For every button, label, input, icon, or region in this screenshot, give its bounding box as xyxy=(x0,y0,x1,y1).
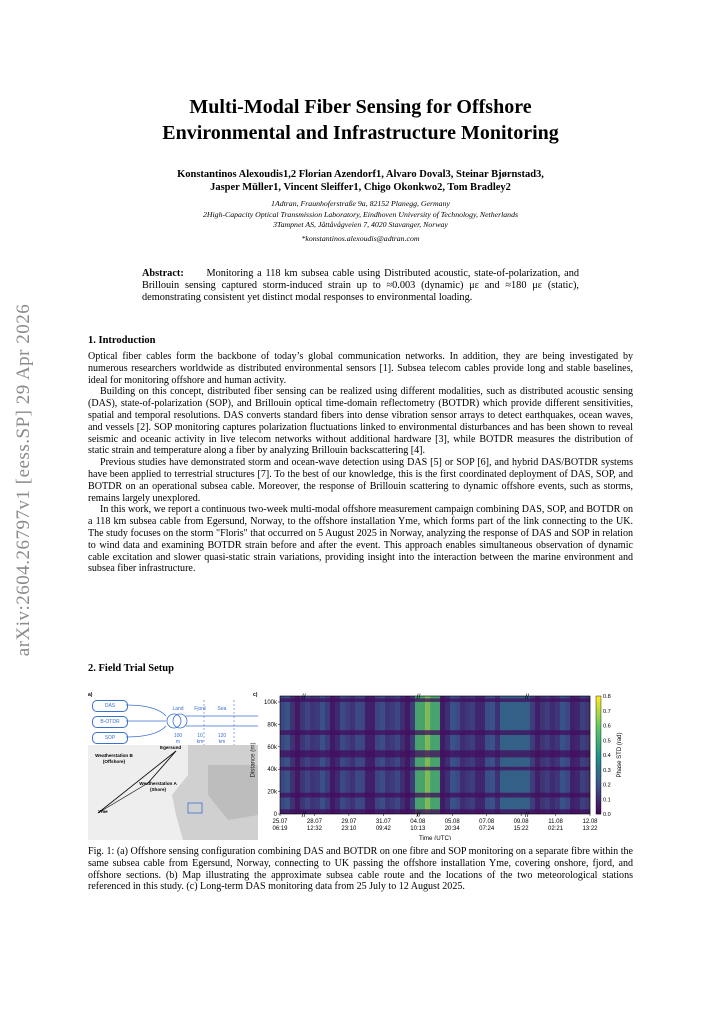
colorbar-segment xyxy=(596,714,601,717)
colorbar-segment xyxy=(596,711,601,714)
y-tick-label: 0 xyxy=(273,812,277,818)
abstract-label: Abstract: xyxy=(142,268,184,279)
colorbar-tick-label: 0.1 xyxy=(603,797,611,804)
colorbar-segment xyxy=(596,808,601,811)
colorbar-segment xyxy=(596,758,601,761)
colorbar-tick-label: 0.0 xyxy=(603,812,611,818)
colorbar-segment xyxy=(596,737,601,740)
heatmap-band xyxy=(280,730,590,735)
intro-paragraph-1: Optical fiber cables form the backbone of today’s global communication networks. In addition, they are being investigated by numerous researchers worldwide as distributed environmental sensors [1]. Subsea telecom cables provide long and stable baselines, ideal for monitoring offshore and human activity. xyxy=(88,351,633,386)
authors-line-2: Jasper Müller1, Vincent Sleiffer1, Chigo Okonkwo2, Tom Bradley2 xyxy=(210,182,511,193)
colorbar-segment xyxy=(596,708,601,711)
colorbar-segment xyxy=(596,782,601,785)
axis-break-mark: // xyxy=(416,694,421,701)
author-list xyxy=(90,168,631,194)
section-heading-introduction: 1. Introduction xyxy=(88,335,156,346)
colorbar-segment xyxy=(596,773,601,776)
colorbar-segment xyxy=(596,749,601,752)
colorbar-segment xyxy=(596,740,601,743)
colorbar-tick-label: 0.2 xyxy=(603,782,611,789)
paper-title xyxy=(90,94,631,146)
land-label: Land xyxy=(172,706,184,712)
affiliation-3: 3Tampnet AS, Jåttåvågveien 7, 4020 Stavanger, Norway xyxy=(273,220,448,230)
x-tick-label: 31.07 09:42 xyxy=(375,819,391,832)
colorbar-segment xyxy=(596,743,601,746)
colorbar-segment xyxy=(596,793,601,796)
colorbar-segment xyxy=(596,717,601,720)
colorbar-tick-label: 0.6 xyxy=(603,723,611,730)
colorbar-segment xyxy=(596,728,601,731)
colorbar-segment xyxy=(596,755,601,758)
yme-label: Yme xyxy=(98,809,108,814)
distance-120km: 120 km xyxy=(217,733,227,745)
egersund-label: Egersund xyxy=(160,745,182,750)
contact-email: *konstantinos.alexoudis@adtran.com xyxy=(301,233,420,243)
distance-100m: 100 m xyxy=(173,733,183,745)
heatmap-band xyxy=(280,750,590,757)
colorbar-segment xyxy=(596,752,601,755)
colorbar-segment xyxy=(596,705,601,708)
fjord-label: Fjord xyxy=(194,706,206,712)
axis-break-mark: // xyxy=(525,812,529,819)
colorbar-tick-label: 0.8 xyxy=(603,694,611,700)
abstract xyxy=(142,268,579,305)
route-map xyxy=(88,745,258,840)
sop-box: SOP xyxy=(92,732,128,744)
colorbar-segment xyxy=(596,761,601,764)
heatmap-band xyxy=(280,793,590,798)
y-tick-label: 40k xyxy=(267,767,277,774)
intro-paragraph-2: Building on this concept, distributed fiber sensing can be realized using different modalities, such as distributed acoustic sensing (DAS), state-of-polarization (SOP), and Brillouin optical time-domain reflectometry (BOTDR) which provide different sensitivities, spatial and temporal resolutions. DAS converts standard fibers into dense vibration sensor arrays to detect earthquakes, ocean waves, and vessels [2]. SOP monitoring captures polarization fluctuations linked to environmental disturbances and has been shown to reveal seismic and oceanic activity in live telecom networks without additional hardware [3], while BOTDR measures the distribution of static strain and temperature along a fiber by analyzing Brillouin backscattering [4]. xyxy=(88,386,633,457)
x-tick-label: 29.07 23:10 xyxy=(341,819,357,832)
affiliation-2: 2High-Capacity Optical Transmission Laboratory, Eindhoven University of Technology, Netherlands xyxy=(202,209,519,219)
axis-break-mark: // xyxy=(525,694,529,701)
x-tick-label: 12.08 13:22 xyxy=(582,819,598,832)
colorbar-segment xyxy=(596,787,601,790)
colorbar-segment xyxy=(596,720,601,723)
colorbar-tick-label: 0.7 xyxy=(603,708,611,715)
axis-break-mark: // xyxy=(301,812,306,819)
affiliations xyxy=(90,199,631,244)
colorbar-segment xyxy=(596,723,601,726)
heatmap-band xyxy=(280,767,590,771)
colorbar-segment xyxy=(596,790,601,793)
colorbar-segment xyxy=(596,699,601,702)
authors-line-1: Konstantinos Alexoudis1,2 Florian Azendorf1, Alvaro Doval3, Steinar Bjørnstad3, xyxy=(177,169,544,180)
x-tick-label: 11.08 02:21 xyxy=(548,819,564,832)
panel-label-c: c) xyxy=(253,692,258,698)
colorbar-segment xyxy=(596,796,601,799)
colorbar-segment xyxy=(596,696,601,699)
arxiv-id: arXiv:2604.26797v1 [eess.SP] 29 Apr 2026 xyxy=(13,303,34,657)
abstract-text: Monitoring a 118 km subsea cable using Distributed acoustic, state-of-polarization, and Brillouin sensing captured storm-induced strain up to ≈0.003 (dynamic) με and ≈180 με (static), demonstrating consistent yet distinct modal responses to environmental loading. xyxy=(142,268,579,304)
colorbar-tick-label: 0.4 xyxy=(603,753,611,759)
colorbar-segment xyxy=(596,770,601,773)
axis-break-mark: // xyxy=(416,812,421,819)
x-tick-label: 04.08 10:13 xyxy=(410,819,426,832)
colorbar-segment xyxy=(596,785,601,788)
x-tick-label: 25.07 06:19 xyxy=(272,819,288,832)
colorbar-segment xyxy=(596,776,601,779)
x-tick-label: 09.08 15:22 xyxy=(513,819,529,832)
weatherstation-a-label: Weatherstation A (Shore) xyxy=(139,781,177,792)
section-heading-field-trial: 2. Field Trial Setup xyxy=(88,663,174,674)
intro-paragraph-4: In this work, we report a continuous two-week multi-modal offshore measurement campaign combining DAS, SOP, and BOTDR on a 118 km subsea cable from Egersund, Norway, to the offshore installation Yme, which forms part of the link connecting to the UK. The study focuses on the storm "Floris" that occurred on 5 August 2025 in Norway, analyzing the response of DAS and SOP in relation to wind data and examining BOTDR strain before and after the event. This approach enables simultaneous observation of dynamic cable excitation and slower quasi-static strain variations, providing insight into the interaction between the marine environment and subsea fiber infrastructure. xyxy=(88,504,633,575)
colorbar-segment xyxy=(596,726,601,729)
affiliation-1: 1Adtran, Fraunhoferstraße 9a, 82152 Planegg, Germany xyxy=(271,199,450,208)
botdr-box: B-OTDR xyxy=(92,716,128,728)
colorbar-segment xyxy=(596,734,601,737)
axis-break-mark: // xyxy=(301,694,306,701)
figure-1-caption: Fig. 1: (a) Offshore sensing configuration combining DAS and BOTDR on one fibre and SOP monitoring on a separate fibre within the same subsea cable from Egersund, Norway, connecting to UK passing the offshore installation Yme, covering onshore, fjord, and offshore sections. (b) Map illustrating the approximate subsea cable route and the locations of the two meteorological stations referenced in this study. (c) Long-term DAS monitoring data from 25 July to 12 August 2025. xyxy=(88,846,633,893)
panel-label-a: a) xyxy=(88,692,93,698)
colorbar-tick-label: 0.3 xyxy=(603,767,611,774)
sea-label: Sea xyxy=(217,706,227,712)
colorbar-segment xyxy=(596,805,601,808)
das-heatmap xyxy=(258,690,636,840)
colorbar-segment xyxy=(596,767,601,770)
colorbar-segment xyxy=(596,779,601,782)
title-line-2: Environmental and Infrastructure Monitoring xyxy=(162,122,559,144)
colorbar-segment xyxy=(596,764,601,767)
y-axis-label: Distance (m) xyxy=(249,742,257,778)
colorbar-segment xyxy=(596,731,601,734)
distance-10km: 10 km xyxy=(196,733,204,745)
y-tick-label: 20k xyxy=(267,789,277,796)
intro-paragraph-3: Previous studies have demonstrated storm and ocean-wave detection using DAS [5] or SOP [6], and hybrid DAS/BOTDR systems have been applied to terrestrial structures [7]. To the best of our knowledge, this is the first coordinated deployment of DAS, SOP, and BOTDR on an operational subsea cable. Moreover, the response of Brillouin scattering to dynamic offshore events, such as storms, remains largely unexplored. xyxy=(88,457,633,504)
y-tick-label: 100k xyxy=(263,700,277,706)
y-tick-label: 80k xyxy=(267,722,277,729)
figure-1 xyxy=(88,690,636,840)
heatmap-band xyxy=(280,698,590,702)
colorbar-segment xyxy=(596,802,601,805)
colorbar-label: Phase STD (rad) xyxy=(617,732,623,778)
colorbar-segment xyxy=(596,746,601,749)
colorbar-segment xyxy=(596,702,601,705)
heatmap-band xyxy=(280,809,590,814)
introduction-body xyxy=(88,351,633,575)
x-axis-label: Time (UTC) xyxy=(418,835,452,840)
arxiv-sidebar xyxy=(4,290,44,670)
weatherstation-b-label: Weatherstation B (Offshore) xyxy=(95,753,133,764)
das-box: DAS xyxy=(92,700,128,712)
x-tick-label: 07.08 07:24 xyxy=(479,819,495,832)
x-tick-label: 05.08 20:34 xyxy=(444,819,460,832)
colorbar-segment xyxy=(596,799,601,802)
x-tick-label: 28.07 12:32 xyxy=(306,819,322,832)
colorbar-tick-label: 0.5 xyxy=(603,738,611,745)
y-tick-label: 60k xyxy=(267,744,277,751)
title-line-1: Multi-Modal Fiber Sensing for Offshore xyxy=(189,96,532,118)
